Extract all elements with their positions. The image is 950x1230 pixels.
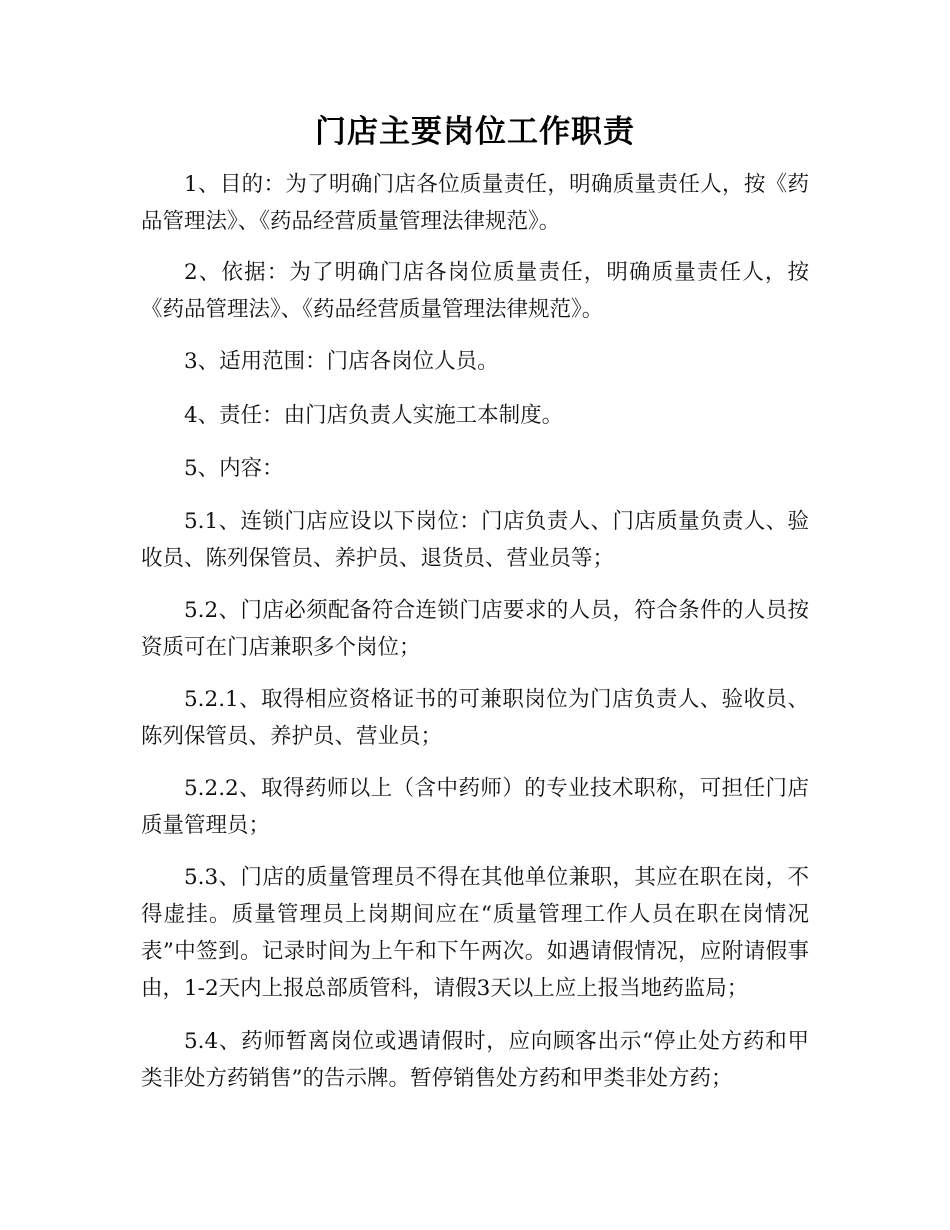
paragraph-5-2: 5.2、门店必须配备符合连锁门店要求的人员，符合条件的人员按资质可在门店兼职多个岗位； [141, 598, 809, 660]
paragraph-content-heading: 5、内容： [184, 456, 284, 481]
paragraph-responsibility: 4、责任：由门店负责人实施工本制度。 [184, 403, 564, 428]
paragraph-purpose: 1、目的：为了明确门店各位质量责任，明确质量责任人，按《药品管理法》、《药品经营质量管理法律规范》。 [141, 172, 809, 234]
paragraph-basis: 2、依据：为了明确门店各岗位质量责任，明确质量责任人，按《药品管理法》、《药品经营质量管理法律规范》。 [141, 260, 809, 322]
paragraph-5-3: 5.3、门店的质量管理员不得在其他单位兼职，其应在职在岗，不得虚挂。质量管理员上岗期间应在“质量管理工作人员在职在岗情况表”中签到。记录时间为上午和下午两次。如遇请假情况，应附请假事由，1-2天内上报总部质管科，请假3天以上应上报当地药监局； [141, 865, 809, 1001]
document-title: 门店主要岗位工作职责 [315, 114, 635, 150]
paragraph-5-2-2: 5.2.2、取得药师以上（含中药师）的专业技术职称，可担任门店质量管理员； [141, 776, 809, 838]
paragraph-5-2-1: 5.2.1、取得相应资格证书的可兼职岗位为门店负责人、验收员、陈列保管员、养护员、营业员； [141, 687, 809, 749]
paragraph-scope: 3、适用范围：门店各岗位人员。 [184, 349, 499, 374]
paragraph-5-1: 5.1、连锁门店应设以下岗位：门店负责人、门店质量负责人、验收员、陈列保管员、养护员、退货员、营业员等； [141, 509, 809, 571]
paragraph-5-4: 5.4、药师暂离岗位或遇请假时，应向顾客出示“停止处方药和甲类非处方药销售”的告示牌。暂停销售处方药和甲类非处方药； [141, 1029, 809, 1091]
